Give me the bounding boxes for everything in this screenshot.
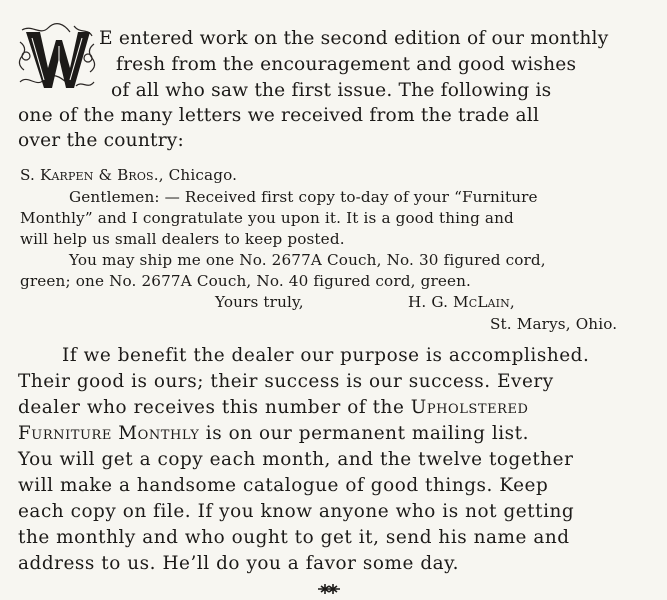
letter-body-line-1: Gentlemen: — Received first copy to-day of your “Furniture — [69, 188, 538, 206]
closing-line-5: You will get a copy each month, and the twelve together — [18, 449, 574, 470]
closing-line-1: If we benefit the dealer our purpose is accomplished. — [62, 345, 590, 366]
closing-line-8: the monthly and who ought to get it, send his name and — [18, 527, 570, 548]
closing-line-9: address to us. He’ll do you a favor some day. — [18, 553, 460, 574]
intro-line-2: fresh from the encouragement and good wishes — [116, 54, 577, 75]
letter-signature: H. G. McLain, — [408, 293, 515, 311]
publication-name-part-2: Furniture Monthly — [18, 423, 200, 444]
letter-addressee — [20, 166, 237, 184]
closing-line-6: will make a handsome catalogue of good things. Keep — [18, 475, 549, 496]
closing-line-4: Furniture Monthly is on our permanent mailing list. — [18, 423, 530, 444]
closing-line-2: Their good is ours; their success is our success. Every — [18, 371, 554, 392]
ornate-w-icon — [18, 22, 96, 94]
letter-closing: Yours truly, — [215, 293, 304, 311]
intro-line-1: E entered work on the second edition of our monthly — [99, 28, 609, 49]
letter-body-line-3: will help us small dealers to keep posted. — [20, 230, 345, 248]
intro-line-5: over the country: — [18, 130, 184, 151]
letter-body-line-2: Monthly” and I congratulate you upon it. It is a good thing and — [20, 209, 514, 227]
intro-line-3: of all who saw the first issue. The following is — [111, 80, 552, 101]
double-cross-ornament-icon — [316, 582, 342, 596]
closing-line-7: each copy on file. If you know anyone who is not getting — [18, 501, 575, 522]
addressee-city: , Chicago. — [158, 166, 238, 184]
publication-name-part-1: Upholstered — [410, 397, 529, 418]
closing-line-3: dealer who receives this number of the Upholstered — [18, 397, 529, 418]
letter-body-line-5: green; one No. 2677A Couch, No. 40 figured cord, green. — [20, 272, 472, 290]
letter-location: St. Marys, Ohio. — [490, 315, 618, 333]
addressee-name: S. Karpen & Bros. — [20, 166, 159, 184]
letter-body-line-4: You may ship me one No. 2677A Couch, No. 30 figured cord, — [69, 251, 546, 269]
drop-cap-w — [18, 22, 96, 94]
intro-line-4: one of the many letters we received from the trade all — [18, 105, 540, 126]
